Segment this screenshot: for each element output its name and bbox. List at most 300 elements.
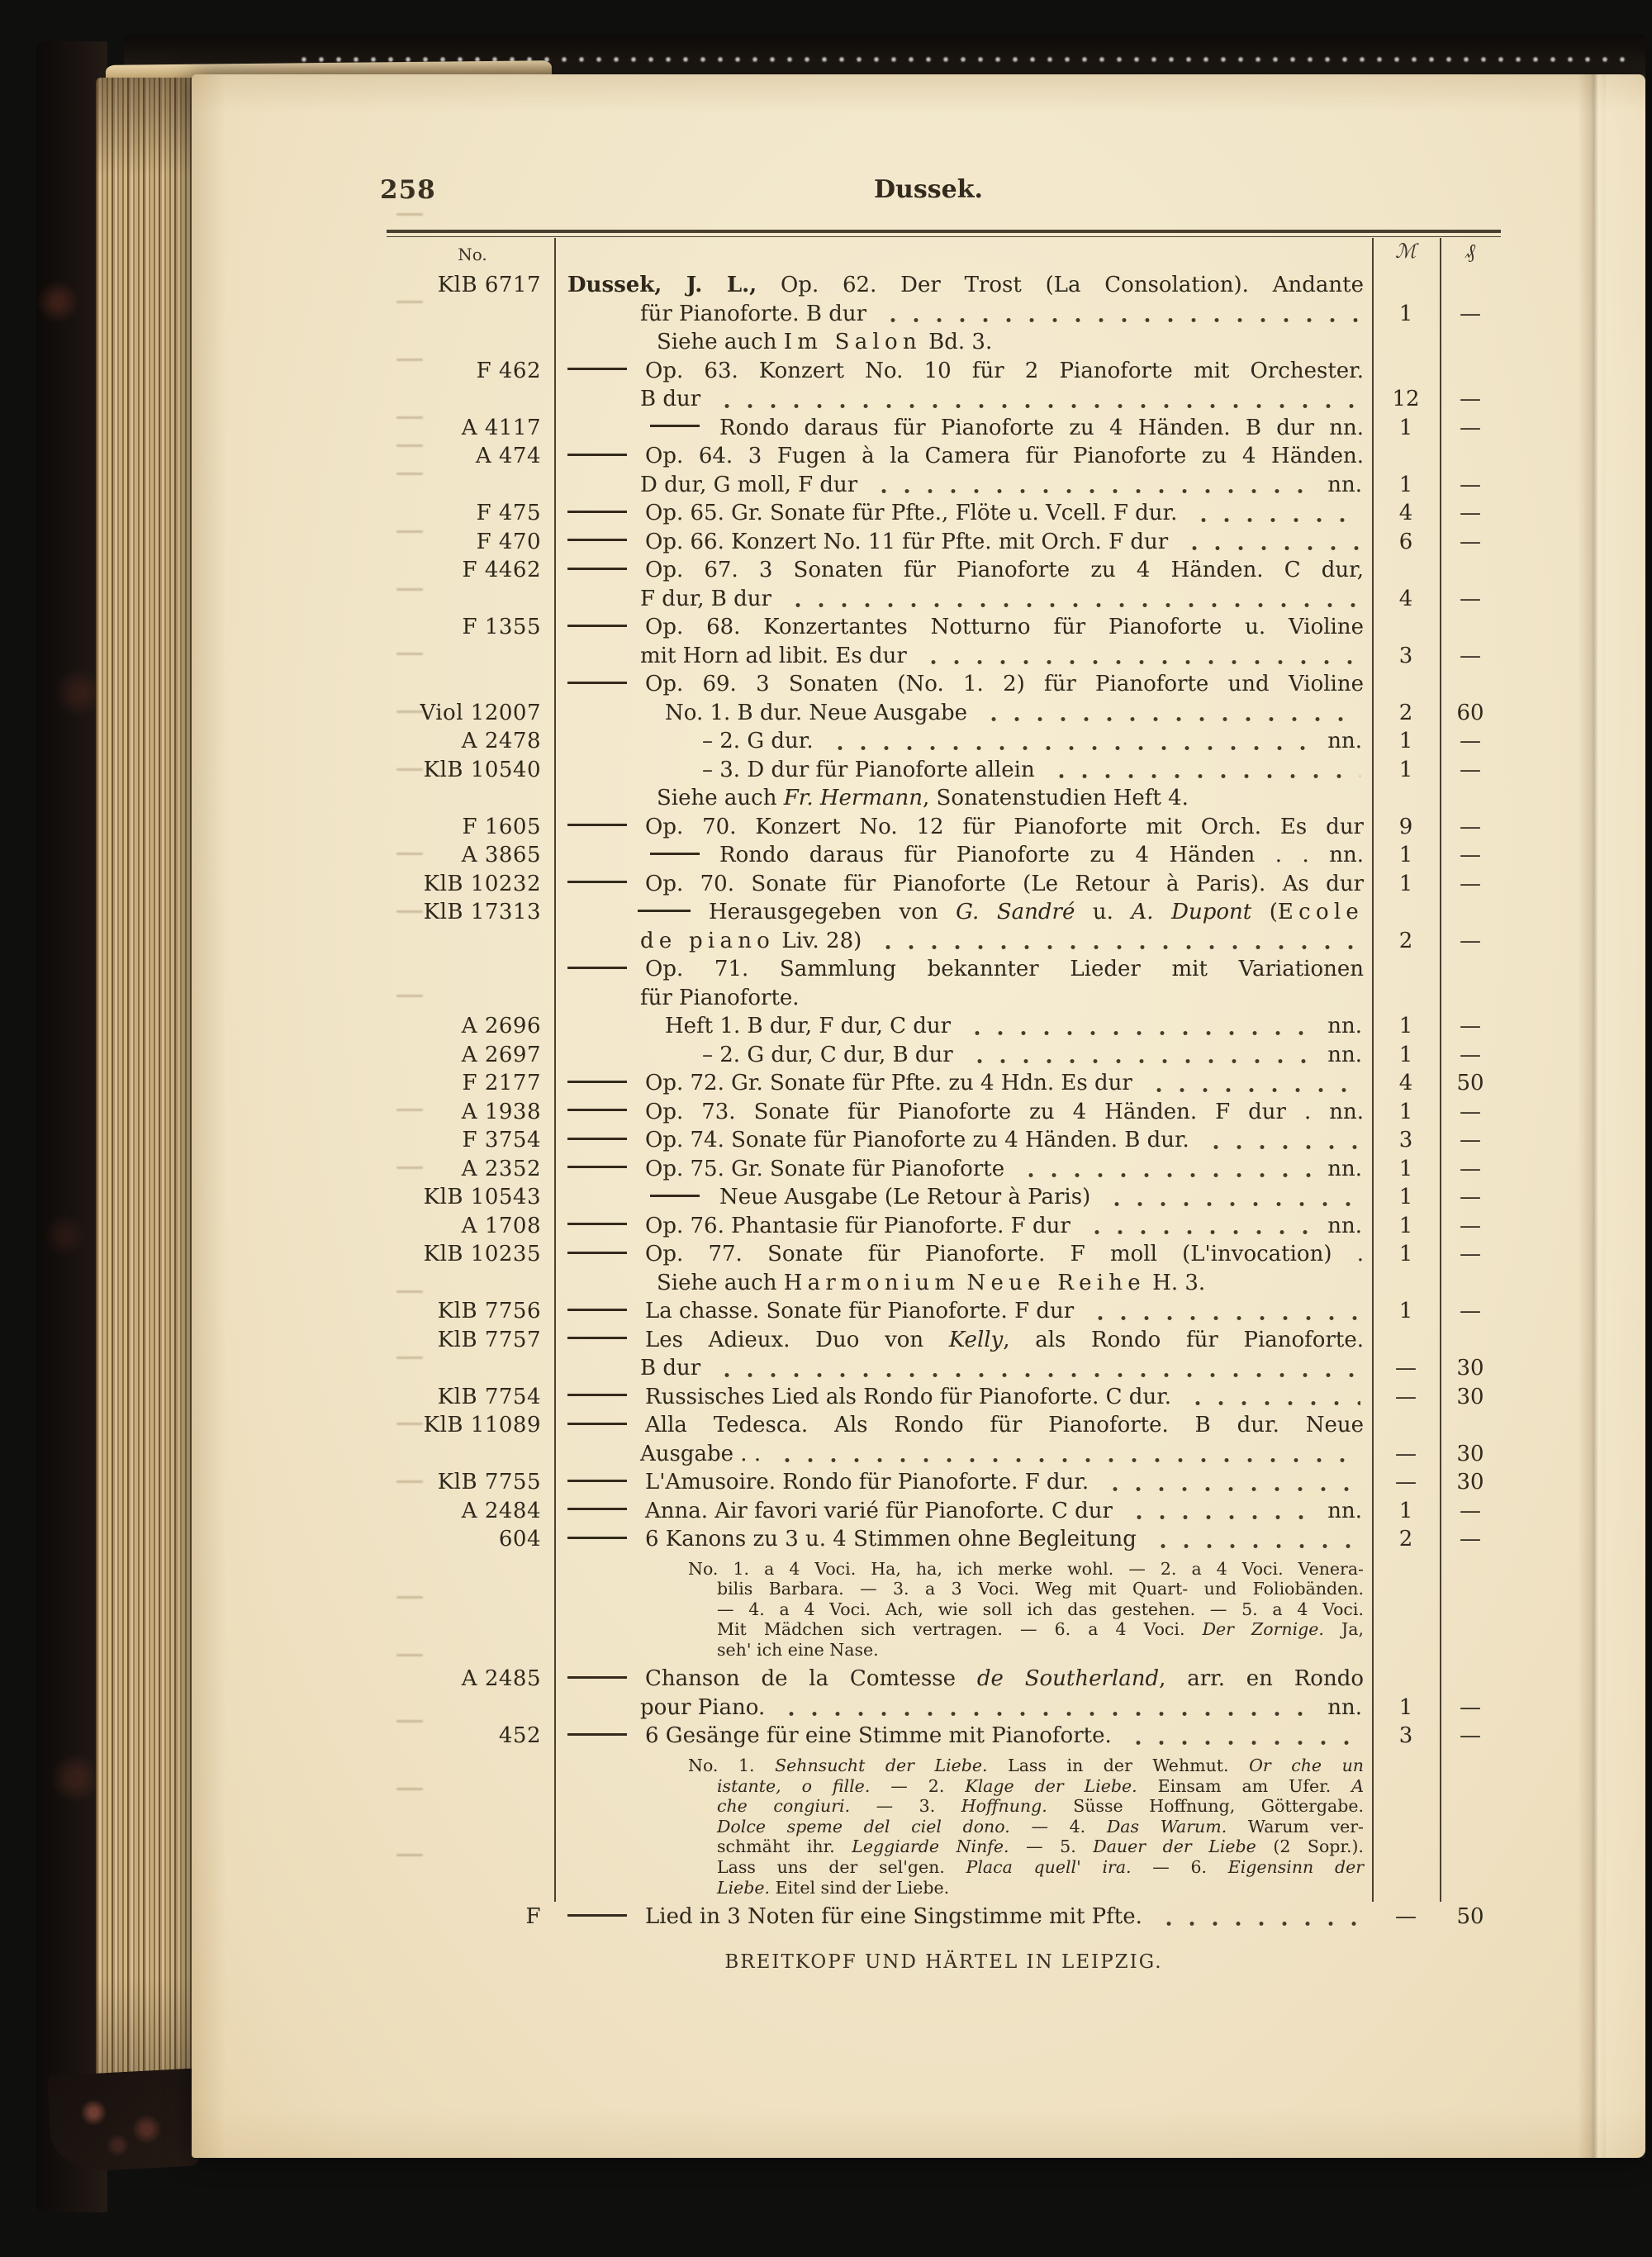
entry-description (554, 1665, 1372, 1694)
catalog-line (192, 300, 1501, 329)
dot-leader (1142, 1086, 1360, 1092)
ditto-dash (567, 1480, 627, 1482)
price-mark-value (1372, 1411, 1440, 1440)
entry-description (554, 1155, 1372, 1184)
price-mark-value: 1 (1398, 757, 1413, 782)
catalog-line (192, 841, 1501, 870)
plate-number: F 470 (476, 529, 541, 554)
entry-description (554, 1694, 1372, 1722)
catalog-line (192, 1468, 1501, 1497)
entry-text: Op. 70. Sonate für Pianoforte (Le Retour à Paris). As dur (645, 871, 1364, 896)
plate-number (192, 784, 554, 813)
ditto-dash (567, 967, 627, 969)
ditto-dash (567, 625, 627, 627)
entry-text: La chasse. Sonate für Pianoforte. F dur (645, 1299, 1075, 1323)
price-pfennig-value: 30 (1456, 1470, 1484, 1494)
entry-text: Op. 72. Gr. Sonate für Pfte. zu 4 Hdn. Es dur (645, 1071, 1132, 1095)
price-pfennig-value: — (1460, 1723, 1481, 1749)
price-mark-value: 1 (1398, 415, 1413, 440)
nn-label: nn. (1327, 729, 1362, 753)
entry-text: Op. 67. 3 Sonaten für Pianoforte zu 4 Händen. C dur, (645, 558, 1364, 582)
catalog-line (192, 1069, 1501, 1098)
book-page (192, 74, 1645, 2158)
entry-text: Op. 74. Sonate für Pianoforte zu 4 Händen. B dur. (645, 1128, 1189, 1152)
nn-label: nn. (1327, 1042, 1362, 1067)
catalog-line (192, 813, 1501, 842)
catalog-line (192, 898, 1501, 927)
plate-number: A 1708 (461, 1213, 541, 1238)
catalog-line (192, 528, 1501, 557)
price-mark-value (1372, 1756, 1440, 1776)
entry-text: Siehe auch Fr. Hermann, Sonatenstudien Heft 4. (657, 786, 1189, 810)
price-pfennig-value (1440, 898, 1501, 927)
price-pfennig-value: 30 (1456, 1356, 1484, 1380)
ditto-dash (567, 1309, 627, 1311)
dot-leader (977, 715, 1360, 721)
entry-description (554, 756, 1372, 785)
plate-number (192, 670, 554, 699)
catalog-line (192, 1525, 1501, 1554)
price-pfennig-value (1440, 1599, 1501, 1620)
price-mark-value (1372, 357, 1440, 386)
entry-text: Siehe auch Harmonium Neue Reihe H. 3. (657, 1270, 1206, 1295)
nn-label: nn. (1327, 1156, 1362, 1181)
price-mark-value: 12 (1392, 387, 1420, 411)
entry-text: Chanson de la Comtesse de Southerland, arr. en Rondo (645, 1666, 1365, 1692)
show-through-mark (396, 1854, 423, 1856)
plate-number (192, 1640, 554, 1661)
catalog-line (192, 1579, 1501, 1599)
entry-description (554, 1326, 1372, 1355)
entry-description (554, 1440, 1372, 1469)
price-pfennig-value (1440, 1878, 1501, 1898)
plate-number (192, 328, 554, 357)
entry-text: che congiuri. — 3. Hoffnung. Süsse Hoffnung, Göttergabe. (717, 1796, 1364, 1817)
entry-text: für Pianoforte. B dur (640, 301, 867, 326)
catalog-line (192, 1240, 1501, 1269)
price-mark-value (1372, 1796, 1440, 1817)
show-through-mark (396, 1720, 423, 1722)
price-pfennig-value: — (1460, 928, 1481, 953)
entry-description (554, 556, 1372, 585)
plate-number: A 2352 (461, 1156, 541, 1181)
entry-description (554, 1354, 1372, 1383)
entry-description (554, 1297, 1372, 1326)
price-pfennig-value: 50 (1456, 1904, 1484, 1930)
price-pfennig-value: — (1460, 415, 1481, 440)
plate-number: KlB 7755 (437, 1470, 541, 1494)
price-mark-value: 1 (1398, 1185, 1413, 1209)
catalog-line (192, 1722, 1501, 1751)
plate-number: 452 (498, 1723, 541, 1749)
plate-number: KlB 6717 (437, 273, 541, 297)
entry-description (554, 1212, 1372, 1241)
entry-description (554, 1411, 1372, 1440)
plate-number: A 2478 (461, 729, 541, 753)
entry-description (554, 1579, 1372, 1599)
entry-text: Alla Tedesca. Als Rondo für Pianoforte. B dur. Neue (645, 1413, 1364, 1437)
entry-description (554, 357, 1372, 386)
price-pfennig-value: 60 (1456, 700, 1484, 725)
entry-description (554, 1240, 1372, 1269)
show-through-mark (396, 1290, 423, 1293)
page-title: Dussek. (874, 175, 983, 204)
dot-leader (867, 487, 1317, 493)
entry-text: bilis Barbara. — 3. a 3 Voci. Weg mit Quart- und Foliobänden. (717, 1579, 1364, 1599)
catalog-line (192, 1836, 1501, 1857)
dot-leader (824, 744, 1318, 750)
price-mark-value (1372, 984, 1440, 1013)
ditto-dash (567, 1166, 627, 1168)
price-mark-value (1372, 1836, 1440, 1857)
plate-number: KlB 11089 (423, 1413, 541, 1437)
plate-number: F 475 (476, 501, 541, 525)
ditto-dash (650, 425, 700, 427)
catalog-line (192, 1440, 1501, 1469)
plate-number: F 3754 (462, 1128, 541, 1152)
entry-text: — 4. a 4 Voci. Ach, wie soll ich das gestehen. — 5. a 4 Voci. (717, 1599, 1364, 1619)
catalog-line (192, 1155, 1501, 1184)
plate-number (192, 1440, 554, 1469)
entry-description (554, 300, 1372, 329)
ditto-dash (567, 824, 627, 826)
price-mark-value (1372, 442, 1440, 471)
price-mark-value (1372, 784, 1440, 813)
catalog-line (192, 442, 1501, 471)
show-through-mark (396, 853, 423, 855)
nn-label: nn. (1327, 1014, 1362, 1038)
dot-leader (1080, 1228, 1317, 1234)
show-through-mark (396, 1654, 423, 1656)
price-mark-value: — (1395, 1384, 1417, 1409)
entry-text: Anna. Air favori varié für Pianoforte. C dur (645, 1498, 1113, 1523)
entry-text: Herausgegeben von G. Sandré u. A. Dupont (Ecole (709, 900, 1365, 924)
entry-text: 6 Gesänge für eine Stimme mit Pianoforte. (645, 1723, 1112, 1749)
price-mark-value (1372, 1559, 1440, 1580)
price-pfennig-value: — (1460, 1299, 1481, 1323)
price-mark-value (1372, 1857, 1440, 1878)
plate-number (192, 1857, 554, 1878)
entry-description (554, 898, 1372, 927)
price-pfennig-value: — (1460, 729, 1481, 753)
price-pfennig-value (1440, 442, 1501, 471)
catalog-line (192, 328, 1501, 357)
header-rule-thick (387, 230, 1501, 233)
ditto-dash (567, 1252, 627, 1254)
price-mark-value (1372, 328, 1440, 357)
dot-leader (1146, 1542, 1360, 1548)
ditto-dash (567, 1537, 627, 1539)
entry-description (554, 727, 1372, 756)
dot-leader (775, 1710, 1317, 1716)
price-pfennig-value (1440, 1817, 1501, 1837)
catalog-line (192, 642, 1501, 671)
price-pfennig-value: — (1460, 757, 1481, 782)
price-mark-value (1372, 898, 1440, 927)
catalog-line (192, 927, 1501, 956)
entry-text: – 2. G dur. (702, 729, 814, 753)
entry-description (554, 642, 1372, 671)
entry-description (554, 1525, 1372, 1554)
entry-description (554, 1126, 1372, 1155)
ditto-dash (567, 682, 627, 684)
price-pfennig-value (1440, 1776, 1501, 1797)
ditto-dash (567, 511, 627, 513)
plate-number (192, 1836, 554, 1857)
price-pfennig-value: — (1460, 529, 1481, 554)
price-pfennig-value (1440, 1619, 1501, 1640)
column-header-mark: ℳ (1395, 240, 1417, 263)
plate-number: A 2696 (461, 1014, 541, 1038)
entry-text: mit Horn ad libit. Es dur (640, 643, 907, 668)
catalog-line (192, 1619, 1501, 1640)
dot-leader (771, 1456, 1360, 1462)
dot-leader (1099, 1485, 1360, 1491)
catalog-line (192, 756, 1501, 785)
dot-leader (781, 601, 1360, 607)
dot-leader (1122, 1739, 1360, 1745)
entry-text: B dur (640, 387, 701, 411)
entry-text: für Pianoforte. (640, 985, 800, 1010)
entry-description (554, 1098, 1372, 1127)
plate-number: 604 (498, 1527, 541, 1551)
price-mark-value: 3 (1398, 1128, 1413, 1152)
price-pfennig-value (1440, 556, 1501, 585)
catalog-line (192, 1756, 1501, 1776)
price-pfennig-value: — (1460, 1498, 1481, 1523)
entry-text: Op. 65. Gr. Sonate für Pfte., Flöte u. Vcell. F dur. (645, 501, 1178, 525)
price-pfennig-value: — (1460, 643, 1481, 668)
catalog-line (192, 1411, 1501, 1440)
catalog-line (192, 1599, 1501, 1620)
catalog-line (192, 1559, 1501, 1580)
plate-number: KlB 10232 (423, 871, 541, 896)
entry-description (554, 927, 1372, 956)
plate-number (192, 955, 554, 984)
show-through-mark (396, 1423, 423, 1425)
price-pfennig-value: 50 (1456, 1071, 1484, 1095)
entry-text: istante, o fille. — 2. Klage der Liebe. Einsam am Ufer. A (717, 1775, 1364, 1796)
price-mark-value (1372, 1269, 1440, 1298)
entry-description (554, 1640, 1372, 1661)
price-pfennig-value: — (1460, 871, 1481, 896)
entry-text: Op. 69. 3 Sonaten (No. 1. 2) für Pianoforte und Violine (645, 672, 1364, 696)
underlying-page-edge (1606, 74, 1645, 2158)
entry-description (554, 1836, 1372, 1857)
entry-text: Heft 1. B dur, F dur, C dur (665, 1014, 952, 1038)
plate-number (192, 300, 554, 329)
dot-leader (710, 1371, 1360, 1377)
ditto-dash (567, 1676, 627, 1679)
ditto-dash (567, 881, 627, 883)
entry-description (554, 271, 1372, 300)
plate-number: F (525, 1904, 541, 1930)
plate-number (192, 1817, 554, 1837)
price-pfennig-value: — (1460, 1213, 1481, 1238)
price-pfennig-value: — (1460, 301, 1481, 326)
ditto-dash (567, 454, 627, 456)
price-pfennig-value: — (1460, 1242, 1481, 1266)
show-through-mark (396, 1109, 423, 1111)
entry-description (554, 1776, 1372, 1797)
entry-text: Lied in 3 Noten für eine Singstimme mit Pfte. (645, 1904, 1142, 1930)
catalog-line (192, 1297, 1501, 1326)
catalog-line (192, 1183, 1501, 1212)
price-pfennig-value (1440, 670, 1501, 699)
price-pfennig-value (1440, 1836, 1501, 1857)
price-pfennig-value: — (1460, 1185, 1481, 1209)
entry-description (554, 328, 1372, 357)
catalog-line (192, 1354, 1501, 1383)
catalog-line (192, 271, 1501, 300)
dot-leader (1100, 1200, 1360, 1206)
price-pfennig-value: — (1460, 501, 1481, 525)
catalog-line (192, 1857, 1501, 1878)
price-mark-value: 3 (1398, 1723, 1413, 1749)
dot-leader (1199, 1143, 1360, 1149)
catalog-line (192, 471, 1501, 500)
catalog-line (192, 1878, 1501, 1898)
plate-number (192, 1599, 554, 1620)
price-mark-value (1372, 1579, 1440, 1599)
price-pfennig-value: 30 (1456, 1441, 1484, 1466)
ditto-dash (567, 1081, 627, 1083)
price-mark-value: 1 (1398, 1099, 1413, 1124)
catalog-line (192, 556, 1501, 585)
catalog-line (192, 1098, 1501, 1127)
catalog-line (192, 499, 1501, 528)
price-pfennig-value (1440, 1269, 1501, 1298)
catalog-line (192, 870, 1501, 899)
price-pfennig-value: — (1460, 843, 1481, 867)
plate-number: KlB 10543 (423, 1185, 541, 1209)
plate-number (192, 1776, 554, 1797)
entry-text: Les Adieux. Duo von Kelly, als Rondo für Pianoforte. (645, 1327, 1364, 1352)
column-header-no: No. (458, 245, 487, 264)
entry-text: Neue Ausgabe (Le Retour à Paris) (719, 1185, 1091, 1209)
entry-text: No. 1. Sehnsucht der Liebe. Lass in der Wehmut. Or che un (688, 1755, 1365, 1775)
entry-description (554, 1903, 1372, 1932)
price-pfennig-value: 30 (1456, 1384, 1484, 1409)
entry-description (554, 1069, 1372, 1098)
price-mark-value: 1 (1398, 871, 1413, 896)
entry-text: Dussek, J. L., Op. 62. Der Trost (La Consolation). Andante (567, 273, 1364, 297)
plate-number (192, 585, 554, 614)
publisher-footer: BREITKOPF UND HÄRTEL IN LEIPZIG. (724, 1951, 1163, 1973)
ditto-dash (567, 1337, 627, 1339)
dot-leader (871, 943, 1360, 949)
entry-description (554, 1183, 1372, 1212)
price-pfennig-value: — (1460, 1527, 1481, 1551)
plate-number: KlB 7757 (437, 1327, 541, 1352)
entry-text: D dur, G moll, F dur (640, 472, 858, 497)
entry-description (554, 813, 1372, 842)
plate-number: F 462 (476, 358, 541, 383)
catalog-line (192, 727, 1501, 756)
catalog-line (192, 385, 1501, 414)
ditto-dash (567, 1109, 627, 1111)
catalog-line (192, 955, 1501, 984)
price-mark-value: 1 (1398, 843, 1413, 867)
entry-text: de piano Liv. 28) (640, 928, 862, 953)
entry-text: Op. 66. Konzert No. 11 für Pfte. mit Orch. F dur (645, 529, 1169, 554)
dot-leader (1181, 1399, 1360, 1405)
dot-leader (1123, 1513, 1317, 1519)
price-mark-value: 1 (1398, 1694, 1413, 1720)
show-through-mark (396, 1167, 423, 1169)
entry-description (554, 1468, 1372, 1497)
plate-number: A 2485 (461, 1666, 541, 1692)
plate-number: KlB 10235 (423, 1242, 541, 1266)
entry-description (554, 670, 1372, 699)
price-mark-value (1372, 613, 1440, 642)
price-pfennig-value: — (1460, 586, 1481, 611)
price-pfennig-value (1440, 1559, 1501, 1580)
page-fold-shadow (1578, 74, 1606, 2158)
price-pfennig-value (1440, 784, 1501, 813)
catalog-line (192, 1903, 1501, 1932)
ditto-dash (567, 1914, 627, 1917)
price-mark-value: 1 (1398, 1498, 1413, 1523)
entry-text: F dur, B dur (640, 586, 771, 611)
entry-text: seh' ich eine Nase. (717, 1639, 879, 1660)
entry-description (554, 1012, 1372, 1041)
ditto-dash (567, 568, 627, 570)
catalog-line (192, 1694, 1501, 1722)
plate-number (192, 984, 554, 1013)
entry-description (554, 499, 1372, 528)
price-mark-value: — (1395, 1904, 1417, 1930)
catalog-line (192, 1269, 1501, 1298)
catalog-line (192, 1012, 1501, 1041)
price-mark-value: 1 (1398, 301, 1413, 326)
price-mark-value: — (1395, 1470, 1417, 1494)
price-pfennig-value: — (1460, 1014, 1481, 1038)
entry-description (554, 585, 1372, 614)
plate-number: F 1355 (462, 615, 541, 639)
catalog-line (192, 414, 1501, 443)
show-through-mark (396, 768, 423, 771)
price-mark-value: 2 (1398, 928, 1413, 953)
entry-text: B dur (640, 1356, 701, 1380)
price-mark-value (1372, 1326, 1440, 1355)
entry-text: Op. 64. 3 Fugen à la Camera für Pianoforte zu 4 Händen. (645, 444, 1364, 468)
entry-description (554, 1497, 1372, 1526)
plate-number: Viol 12007 (420, 700, 541, 725)
plate-number (192, 1269, 554, 1298)
price-mark-value (1372, 1599, 1440, 1620)
entry-description (554, 1041, 1372, 1070)
show-through-mark (396, 444, 423, 447)
ditto-dash (650, 853, 700, 855)
plate-number (192, 1559, 554, 1580)
price-pfennig-value: — (1460, 1128, 1481, 1152)
entry-text: Op. 73. Sonate für Pianoforte zu 4 Händen. F dur . nn. (645, 1099, 1364, 1124)
dot-leader (1178, 544, 1360, 550)
price-pfennig-value (1440, 955, 1501, 984)
dot-leader (876, 316, 1360, 322)
catalog-line (192, 1326, 1501, 1355)
catalog-line (192, 585, 1501, 614)
price-pfennig-value (1440, 271, 1501, 300)
entry-text: schmäht ihr. Leggiarde Ninfe. — 5. Dauer der Liebe (2 Sopr.). (717, 1836, 1365, 1857)
price-pfennig-value (1440, 1411, 1501, 1440)
show-through-mark (396, 359, 423, 361)
entry-description (554, 699, 1372, 728)
price-mark-value: 1 (1398, 729, 1413, 753)
entry-text: Dolce speme del ciel dono. — 4. Das Warum. Warum ver- (717, 1816, 1364, 1836)
entry-description (554, 1269, 1372, 1298)
